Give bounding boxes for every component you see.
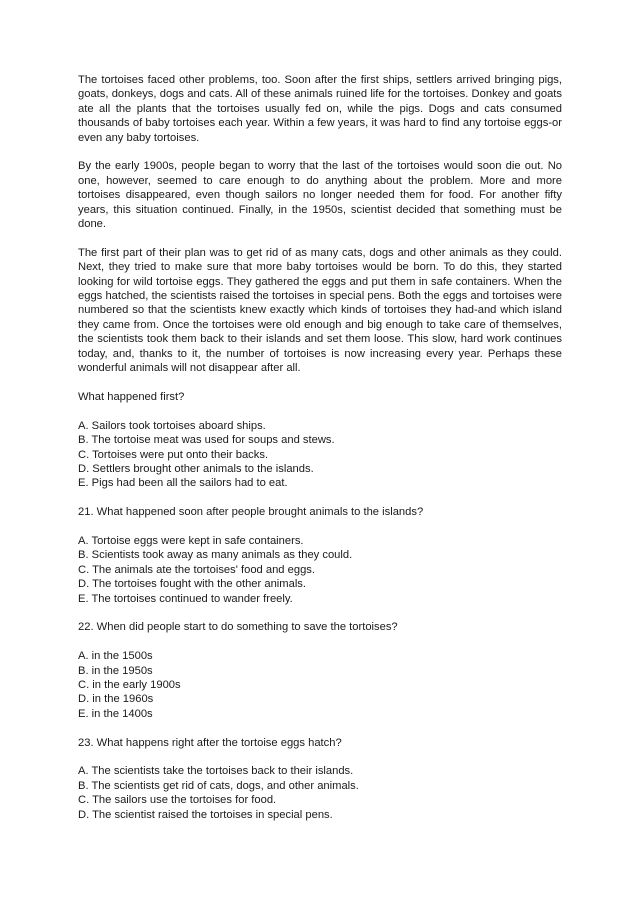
document-page [78, 73, 562, 836]
question-prompt: 23. What happens right after the tortoise eggs hatch? [78, 736, 342, 749]
answer-option: D. The scientist raised the tortoises in special pens. [78, 808, 333, 821]
passage-paragraph-1: The tortoises faced other problems, too. Soon after the first ships, settlers arrived bringing pigs, goats, donkeys, dogs and cats. All of these animals ruined life for the tortoises. Donkey and goats ate all the plants that the tortoises usually fed on, while the pigs. Dogs and cats consumed thousands of baby tortoises each year. Within a few years, it was hard to find any tortoise eggs-or even any baby tortoises. [78, 74, 562, 144]
answer-option: D. in the 1960s [78, 693, 154, 706]
answer-option: B. The scientists get rid of cats, dogs, and other animals. [78, 779, 359, 792]
answer-option: B. in the 1950s [78, 664, 153, 677]
answer-option: A. The scientists take the tortoises back to their islands. [78, 765, 354, 778]
answer-option: D. The tortoises fought with the other animals. [78, 578, 307, 591]
question-prompt: 22. When did people start to do something to save the tortoises? [78, 621, 398, 634]
answer-option: A. in the 1500s [78, 650, 153, 663]
answer-option: E. The tortoises continued to wander freely. [78, 592, 293, 605]
answer-options [78, 649, 562, 721]
question-prompt: What happened first? [78, 390, 185, 403]
answer-option: E. Pigs had been all the sailors had to eat. [78, 477, 288, 490]
answer-option: E. in the 1400s [78, 707, 153, 720]
answer-option: A. Sailors took tortoises aboard ships. [78, 419, 266, 432]
question-prompt: 21. What happened soon after people brought animals to the islands? [78, 506, 424, 519]
answer-option: C. The sailors use the tortoises for food. [78, 794, 277, 807]
answer-options [78, 419, 562, 491]
answer-option: D. Settlers brought other animals to the islands. [78, 462, 314, 475]
answer-option: C. Tortoises were put onto their backs. [78, 448, 269, 461]
passage-paragraph-2: By the early 1900s, people began to worry that the last of the tortoises would soon die out. No one, however, seemed to care enough to do anything about the problem. More and more tortoises disappeared, even though sailors no longer needed them for food. For another fifty years, this situation continued. Finally, in the 1950s, scientist decided that something must be done. [78, 160, 562, 231]
answer-options [78, 764, 562, 822]
passage-paragraph-3: The first part of their plan was to get rid of as many cats, dogs and other animals as they could. Next, they tried to make sure that more baby tortoises would be born. To do this, they started looking for wild tortoise eggs. They gathered the eggs and put them in safe containers. When the eggs hatched, the scientists raised the tortoises in special pens. Both the eggs and tortoises were numbered so that the scientists knew exactly which kinds of tortoises they had-and which island they came from. Once the tortoises were old enough and big enough to take care of themselves, the scientists took them back to their islands and set them loose. This slow, hard work continues today, and, thanks to it, the number of tortoises is now increasing every year. Perhaps these wonderful animals will not disappear after all. [78, 246, 562, 375]
answer-option: B. Scientists took away as many animals as they could. [78, 549, 353, 562]
answer-option: B. The tortoise meat was used for soups and stews. [78, 434, 335, 447]
answer-option: C. in the early 1900s [78, 678, 181, 691]
answer-option: C. The animals ate the tortoises' food and eggs. [78, 563, 316, 576]
answer-options [78, 534, 562, 606]
answer-option: A. Tortoise eggs were kept in safe containers. [78, 534, 304, 547]
